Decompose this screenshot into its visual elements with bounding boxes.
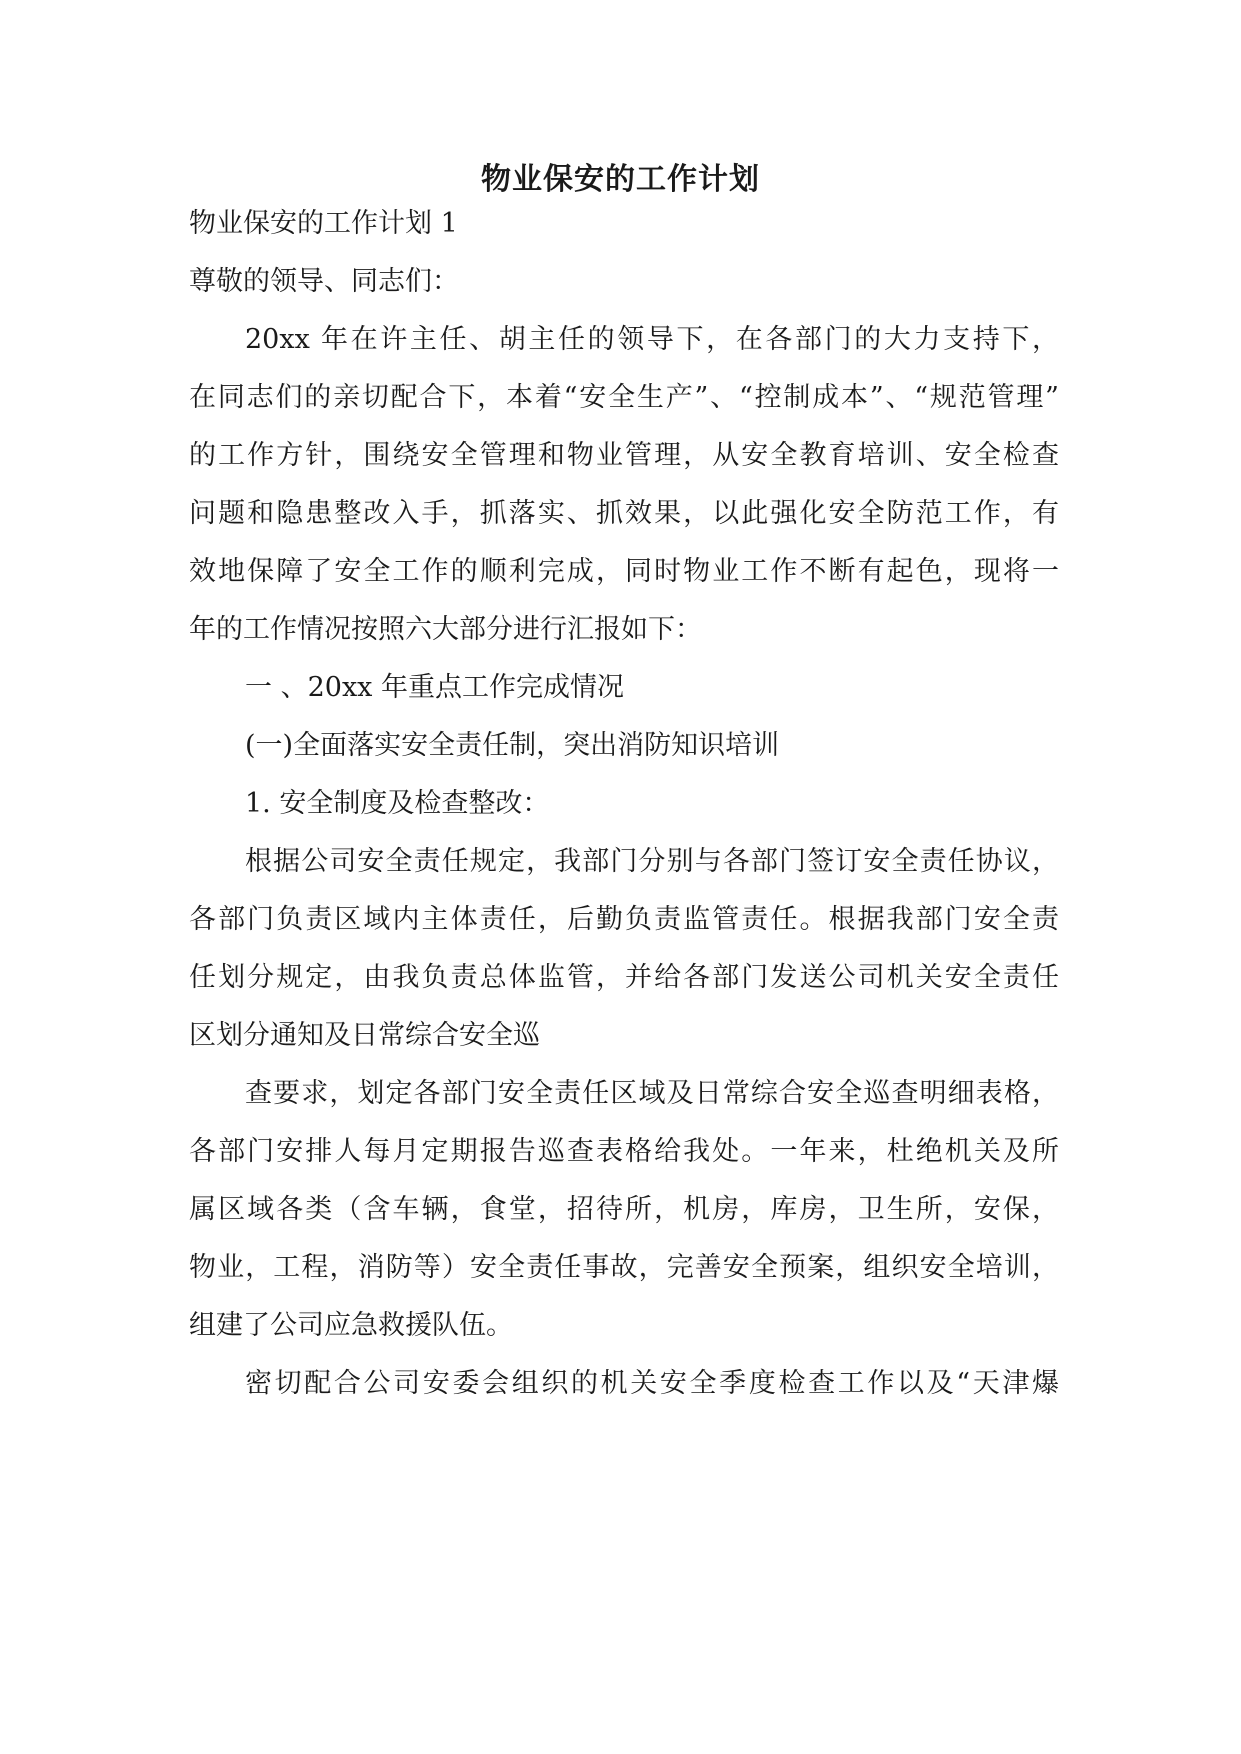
- paragraph-line: 属区域各类（含车辆，食堂，招待所，机房，库房，卫生所，安保，: [189, 1194, 1059, 1225]
- paragraph-line: 各部门安排人每月定期报告巡查表格给我处。一年来，杜绝机关及所: [189, 1136, 1059, 1167]
- heading-level-2: (一)全面落实安全责任制，突出消防知识培训: [245, 730, 780, 761]
- paragraph-line: 任划分规定，由我负责总体监管，并给各部门发送公司机关安全责任: [189, 962, 1059, 993]
- paragraph-line: 根据公司安全责任规定，我部门分别与各部门签订安全责任协议，: [245, 846, 1059, 877]
- paragraph-line: 物业，工程，消防等）安全责任事故，完善安全预案，组织安全培训，: [189, 1252, 1059, 1283]
- paragraph-line: 各部门负责区域内主体责任，后勤负责监管责任。根据我部门安全责: [189, 904, 1059, 935]
- paragraph-line: 密切配合公司安委会组织的机关安全季度检查工作以及“天津爆: [245, 1368, 1059, 1399]
- document-title: 物业保安的工作计划: [481, 162, 760, 197]
- paragraph-line: 20xx 年在许主任、胡主任的领导下，在各部门的大力支持下，: [245, 324, 1059, 355]
- salutation: 尊敬的领导、同志们：: [189, 266, 459, 297]
- heading-level-3: 1. 安全制度及检查整改：: [245, 788, 550, 819]
- paragraph-line: 效地保障了安全工作的顺利完成，同时物业工作不断有起色，现将一: [189, 556, 1059, 587]
- paragraph-line: 的工作方针，围绕安全管理和物业管理，从安全教育培训、安全检查: [189, 440, 1059, 471]
- paragraph-line: 区划分通知及日常综合安全巡: [189, 1020, 540, 1051]
- paragraph-line: 问题和隐患整改入手，抓落实、抓效果，以此强化安全防范工作，有: [189, 498, 1059, 529]
- section-heading: 物业保安的工作计划 1: [189, 208, 458, 239]
- heading-level-1: 一 、20xx 年重点工作完成情况: [245, 672, 624, 703]
- paragraph-line: 在同志们的亲切配合下，本着“安全生产”、“控制成本”、“规范管理”: [189, 382, 1059, 413]
- paragraph-line: 查要求，划定各部门安全责任区域及日常综合安全巡查明细表格，: [245, 1078, 1059, 1109]
- paragraph-line: 组建了公司应急救援队伍。: [189, 1310, 513, 1341]
- paragraph-line: 年的工作情况按照六大部分进行汇报如下：: [189, 614, 702, 645]
